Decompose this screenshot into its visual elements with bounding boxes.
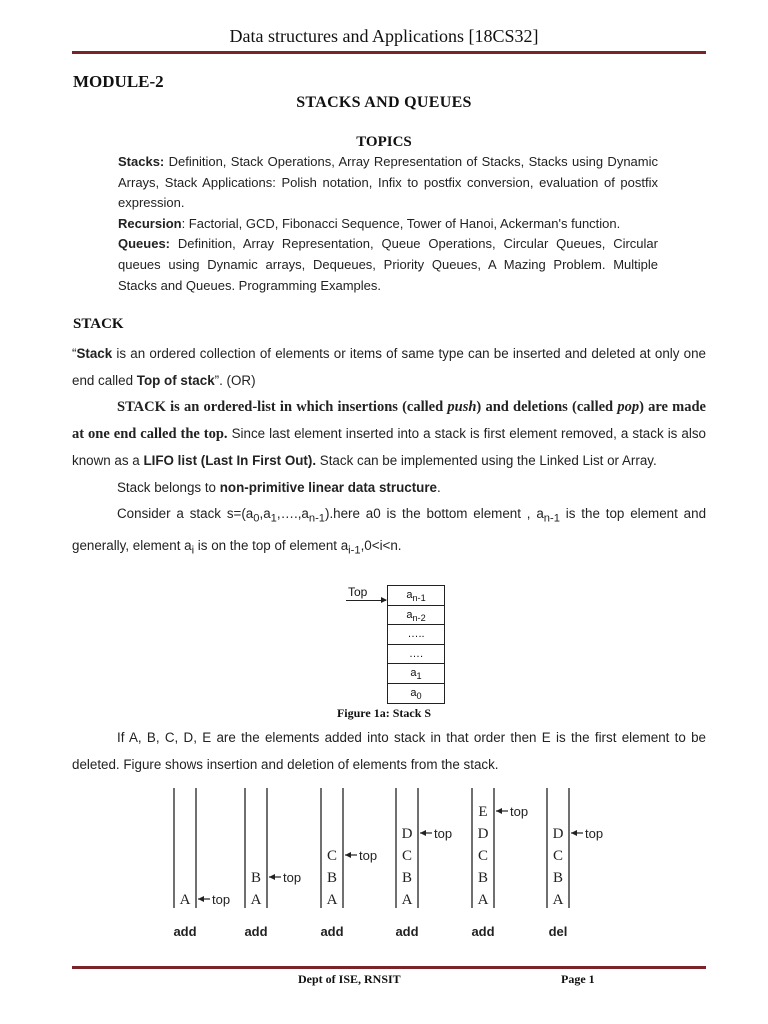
consider-d: ).here a0 is the bottom element , a: [324, 506, 544, 522]
footer-rule: [72, 966, 706, 969]
cell-base: a: [406, 608, 413, 621]
sub-1: 1: [270, 512, 277, 525]
stack-item: A: [477, 892, 489, 908]
consider-f: is on the top of element a: [194, 537, 349, 553]
consider-e: is the top element and generally, element a: [72, 506, 707, 553]
topics-block: [118, 152, 658, 296]
category-end: .: [437, 479, 441, 495]
cell-base: …..: [407, 628, 425, 640]
consider-a: Consider a stack s=(a: [117, 506, 254, 522]
operation-label: add: [173, 924, 197, 939]
figure-caption: Figure 1a: Stack S: [336, 706, 432, 720]
category-text: Stack belongs to: [117, 479, 220, 495]
category-term: non-primitive linear data structure: [219, 479, 438, 495]
stack-consider: [72, 501, 706, 564]
stack-item: E: [478, 804, 488, 820]
stack-heading: STACK: [73, 316, 124, 332]
footer-page: Page 1: [561, 972, 595, 986]
recursion-label: Recursion: [118, 215, 182, 231]
top-pointer-arrowhead: [571, 830, 577, 836]
recursion-text: : Factorial, GCD, Fibonacci Sequence, Tower of Hanoi, Ackerman's function.: [181, 215, 621, 231]
cell-base: a: [406, 589, 413, 601]
definition-end: ”. (OR): [214, 372, 256, 388]
ordered-list-c: ) are made at one end called the top.: [72, 399, 706, 443]
stack-item: B: [326, 870, 338, 886]
stack-item: B: [401, 870, 413, 886]
cell-base: ….: [408, 647, 424, 660]
operation-label: add: [395, 924, 419, 939]
cell-sub: 1: [416, 671, 422, 682]
top-of-stack-term: Top of stack: [136, 372, 215, 388]
insertion-text: If A, B, C, D, E are the elements added into stack in that order then E is the first element to be deleted. Figure shows insertion and deletion of elements from the stack.: [72, 730, 706, 772]
push-term: push: [447, 399, 477, 416]
implementation-text: Stack can be implemented using the Linked List or Array.: [316, 452, 657, 468]
top-pointer-arrowhead: [198, 896, 204, 902]
insertion-paragraph: [72, 724, 706, 778]
topics-heading: TOPICS: [356, 134, 412, 150]
lifo-intro: Since last element inserted into a stack is first element removed, a stack is also known as a: [72, 426, 707, 468]
stack-item: D: [552, 826, 564, 842]
stack-item: B: [552, 870, 564, 886]
stack-item: C: [401, 848, 413, 864]
top-pointer-arrowhead: [345, 852, 351, 858]
top-pointer-arrowhead: [496, 808, 502, 814]
stack-item: A: [250, 892, 262, 908]
stack-cell: [388, 684, 444, 704]
module-label: MODULE-2: [73, 72, 164, 91]
sub-0: 0: [253, 512, 260, 525]
stack-item: C: [326, 848, 338, 864]
stack-cell: [388, 586, 444, 606]
ordered-list-a: STACK is an ordered-list in which insertions (called: [117, 399, 448, 416]
stack-cell: [388, 645, 444, 665]
stack-item: A: [179, 892, 191, 908]
stack-cell: [388, 606, 444, 626]
consider-c: ,….,a: [276, 506, 309, 522]
stack-ordered-list: [72, 394, 706, 474]
stack-item: D: [401, 826, 413, 842]
stack-item: A: [401, 892, 413, 908]
definition-text: is an ordered collection of elements or items of same type can be inserted and deleted at only one end called: [72, 346, 706, 388]
operation-label: del: [548, 924, 568, 939]
stack-definition: [72, 341, 706, 394]
stack-item: A: [326, 892, 338, 908]
cell-sub: n-1: [412, 593, 426, 604]
page-header-title: Data structures and Applications [18CS32]: [229, 26, 539, 46]
stack-cell: [388, 625, 444, 645]
consider-g: ,0<i<n.: [360, 537, 402, 553]
quote-open: “: [72, 346, 77, 361]
pop-term: pop: [617, 399, 640, 416]
stack-term: Stack: [76, 346, 113, 361]
cell-base: a: [410, 686, 417, 699]
topics-queues: [118, 234, 658, 296]
chapter-title: STACKS AND QUEUES: [296, 94, 472, 111]
queues-text: Definition, Array Representation, Queue Operations, Circular Queues, Circular queues using Dynamic arrays, Dequeues, Priority Queues, A Mazing Problem. Multiple Stacks and Queues. Programming Examples.: [118, 236, 658, 293]
stack-item: C: [552, 848, 564, 864]
queues-label: Queues:: [118, 236, 171, 252]
header-rule: [72, 51, 706, 54]
sub-i-1: i-1: [348, 544, 361, 557]
cell-sub: n-2: [412, 612, 426, 623]
sub-i: i: [191, 544, 195, 557]
lifo-term: LIFO list (Last In First Out).: [143, 452, 317, 468]
top-pointer-arrowhead: [420, 830, 426, 836]
operation-label: add: [471, 924, 495, 939]
stack-item: D: [477, 826, 489, 842]
stack-diagram: [387, 585, 445, 704]
stack-cell: [388, 664, 444, 684]
top-pointer-label: top: [212, 892, 231, 907]
stacks-text: Definition, Stack Operations, Array Representation of Stacks, Stacks using Dynamic Arrays, Stack Applications: Polish notation, Infix to postfix conversion, evaluation of postfix expression.: [118, 154, 658, 211]
stack-category: [72, 475, 706, 502]
ordered-list-b: ) and deletions (called: [476, 399, 618, 416]
stack-item: C: [477, 848, 489, 864]
sub-n-1b: n-1: [543, 512, 560, 525]
topics-recursion: [118, 214, 658, 235]
stack-item: B: [477, 870, 489, 886]
top-pointer-label: top: [359, 848, 378, 863]
top-label: Top: [348, 585, 368, 599]
stack-item: A: [552, 892, 564, 908]
top-arrow-line: [346, 600, 386, 601]
top-pointer-arrowhead: [269, 874, 275, 880]
stack-operations-diagram: [160, 780, 620, 948]
cell-base: a: [410, 667, 417, 679]
top-pointer-label: top: [510, 804, 529, 819]
stack-item: B: [250, 870, 262, 886]
topics-stacks: [118, 152, 658, 214]
cell-sub: 0: [416, 690, 422, 701]
operation-label: add: [320, 924, 344, 939]
footer-dept: Dept of ISE, RNSIT: [298, 972, 401, 986]
top-pointer-label: top: [585, 826, 604, 841]
stacks-label: Stacks:: [118, 154, 165, 169]
operation-label: add: [244, 924, 268, 939]
top-pointer-label: top: [434, 826, 453, 841]
consider-b: ,a: [259, 506, 271, 522]
top-pointer-label: top: [283, 870, 302, 885]
stack-body: [72, 341, 706, 564]
sub-n-1: n-1: [308, 512, 325, 525]
